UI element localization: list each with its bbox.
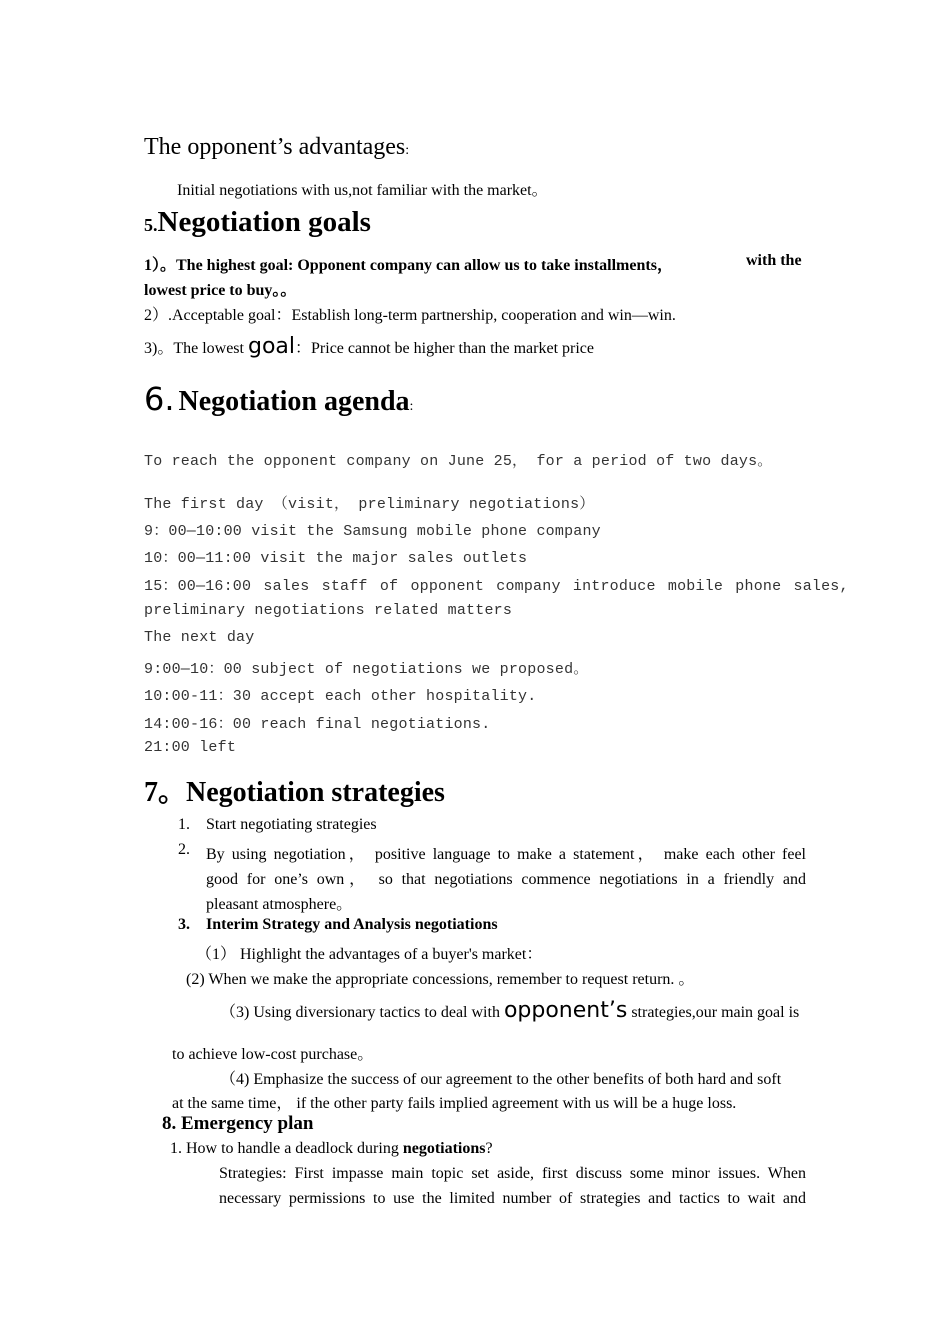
acceptable-goal: 2）.Acceptable goal：Establish long-term partnership, cooperation and win—win. bbox=[144, 307, 676, 324]
lowest-goal-text: ：Price cannot be higher than the market price bbox=[295, 340, 595, 357]
highest-goal-line2: lowest price to buy。。 bbox=[144, 282, 297, 299]
interim-sub-4-line1: （4) Emphasize the success of our agreement to the other benefits of both hard and soft bbox=[220, 1071, 782, 1088]
list-number: 2. bbox=[178, 841, 190, 858]
advantages-heading bbox=[144, 134, 409, 161]
interim-sub-3-line1 bbox=[220, 998, 799, 1023]
emergency-heading: 8. Emergency plan bbox=[162, 1113, 314, 1134]
agenda-line: 21:00 left bbox=[144, 739, 237, 756]
emergency-question-text: 1. How to handle a deadlock during bbox=[170, 1140, 399, 1157]
agenda-line: The first day （visit， preliminary negotiations） bbox=[144, 496, 595, 513]
agenda-heading-number: 6. bbox=[144, 380, 175, 418]
emergency-answer-line2: necessary permissions to use the limited number of strategies and tactics to wait and bbox=[219, 1190, 806, 1207]
list-number: 1. bbox=[178, 816, 190, 833]
advantages-heading-colon: : bbox=[405, 143, 410, 158]
agenda-line: preliminary negotiations related matters bbox=[144, 602, 513, 619]
emergency-question-1 bbox=[170, 1140, 493, 1158]
goals-heading-title: Negotiation goals bbox=[157, 206, 371, 238]
advantages-text: Initial negotiations with us,not familiar with the market。 bbox=[177, 182, 548, 199]
list-number: 3. bbox=[178, 916, 190, 933]
advantages-heading-text: The opponent’s advantages bbox=[144, 134, 406, 160]
interim-sub-3-line2: to achieve low-cost purchase。 bbox=[172, 1046, 374, 1063]
goals-heading-number: 5. bbox=[144, 215, 158, 235]
highest-goal-line1-a: 1）。The highest goal: Opponent company can allow us to take installments， bbox=[144, 257, 673, 274]
agenda-line: The next day bbox=[144, 629, 255, 646]
strategy-item-2-line3: pleasant atmosphere。 bbox=[206, 896, 353, 913]
lowest-goal bbox=[144, 334, 594, 359]
interim-sub-2: (2) When we make the appropriate concessions, remember to request return. 。 bbox=[186, 971, 695, 988]
emergency-question-bold: negotiations bbox=[402, 1140, 486, 1157]
agenda-line: 10:00-11：30 accept each other hospitality. bbox=[144, 688, 537, 705]
strategy-item-1: Start negotiating strategies bbox=[206, 816, 377, 833]
agenda-line: 9：00—10:00 visit the Samsung mobile phone company bbox=[144, 523, 601, 540]
agenda-line: 9:00—10：00 subject of negotiations we proposed。 bbox=[144, 661, 589, 678]
interim-sub-1: （1） Highlight the advantages of a buyer's market： bbox=[196, 946, 543, 963]
interim-sub-3-prefix: （3) Using diversionary tactics to deal with bbox=[220, 1004, 500, 1021]
agenda-line: 14:00-16：00 reach final negotiations. bbox=[144, 716, 491, 733]
lowest-goal-prefix: 3)。The lowest bbox=[144, 340, 244, 357]
emergency-question-mark: ? bbox=[485, 1140, 493, 1157]
agenda-line: 10：00—11:00 visit the major sales outlets bbox=[144, 550, 528, 567]
agenda-heading-colon: : bbox=[409, 399, 414, 414]
agenda-heading-title: Negotiation agenda bbox=[178, 386, 410, 417]
lowest-goal-word: goal bbox=[247, 334, 296, 359]
agenda-line: 15：00—16:00 sales staff of opponent company introduce mobile phone sales, bbox=[144, 578, 849, 595]
strategies-heading: 7。Negotiation strategies bbox=[144, 777, 445, 808]
interim-sub-3-suffix: strategies,our main goal is bbox=[631, 1004, 800, 1021]
interim-sub-4-line2: at the same time， if the other party fails implied agreement with us will be a huge loss. bbox=[172, 1095, 737, 1112]
emergency-answer-line1: Strategies: First impasse main topic set aside, first discuss some minor issues. When bbox=[219, 1165, 806, 1182]
highest-goal-line1-b: with the bbox=[746, 252, 802, 269]
agenda-intro: To reach the opponent company on June 25， for a period of two days。 bbox=[144, 453, 773, 470]
strategy-item-3: Interim Strategy and Analysis negotiations bbox=[206, 916, 498, 933]
interim-sub-3-word: opponent’s bbox=[503, 998, 628, 1023]
strategy-item-2-line2: good for one’s own， so that negotiations commence negotiations in a friendly and bbox=[206, 871, 806, 888]
strategy-item-2-line1: By using negotiation， positive language to make a statement， make each other feel bbox=[206, 846, 806, 863]
agenda-heading bbox=[144, 380, 413, 418]
goals-heading bbox=[144, 206, 371, 239]
